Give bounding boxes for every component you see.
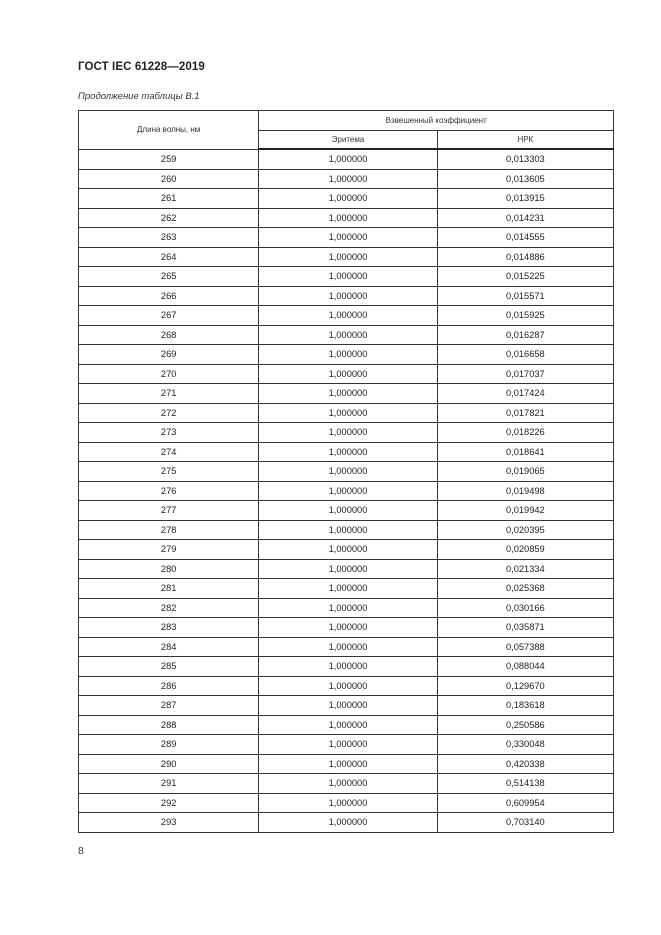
cell-wavelength: 280 [79,559,259,579]
cell-nrk: 0,016658 [437,345,613,365]
cell-nrk: 0,250586 [437,715,613,735]
cell-wavelength: 286 [79,676,259,696]
header-wavelength: Длина волны, нм [79,111,259,150]
table-row [79,306,614,326]
cell-wavelength: 274 [79,442,259,462]
cell-wavelength: 275 [79,462,259,482]
cell-wavelength: 270 [79,364,259,384]
cell-erythema: 1,000000 [259,579,437,599]
cell-wavelength: 264 [79,247,259,267]
cell-nrk: 0,030166 [437,598,613,618]
cell-wavelength: 272 [79,403,259,423]
cell-nrk: 0,018226 [437,423,613,443]
table-caption: Продолжение таблицы В.1 [78,91,200,102]
table-row [79,559,614,579]
table-row [79,793,614,813]
cell-nrk: 0,019065 [437,462,613,482]
cell-wavelength: 290 [79,754,259,774]
cell-wavelength: 261 [79,189,259,209]
table-row [79,228,614,248]
cell-erythema: 1,000000 [259,793,437,813]
cell-wavelength: 271 [79,384,259,404]
table-row [79,169,614,189]
cell-erythema: 1,000000 [259,306,437,326]
cell-wavelength: 285 [79,657,259,677]
cell-erythema: 1,000000 [259,208,437,228]
cell-nrk: 0,018641 [437,442,613,462]
page-number: 8 [78,845,84,857]
cell-erythema: 1,000000 [259,189,437,209]
cell-wavelength: 259 [79,149,259,169]
table-row [79,325,614,345]
header-weighted-coefficient: Взвешенный коэффициент [259,111,614,131]
table-row [79,267,614,287]
cell-wavelength: 277 [79,501,259,521]
cell-erythema: 1,000000 [259,501,437,521]
cell-wavelength: 288 [79,715,259,735]
cell-nrk: 0,088044 [437,657,613,677]
data-table [78,110,614,833]
table-row [79,676,614,696]
cell-wavelength: 268 [79,325,259,345]
cell-nrk: 0,017424 [437,384,613,404]
table-row [79,657,614,677]
cell-erythema: 1,000000 [259,325,437,345]
cell-erythema: 1,000000 [259,598,437,618]
cell-wavelength: 273 [79,423,259,443]
cell-wavelength: 262 [79,208,259,228]
table-body [79,149,614,832]
cell-wavelength: 287 [79,696,259,716]
table-row [79,579,614,599]
table-row [79,813,614,833]
header-erythema: Эритема [259,131,437,150]
cell-erythema: 1,000000 [259,442,437,462]
cell-erythema: 1,000000 [259,345,437,365]
cell-erythema: 1,000000 [259,267,437,287]
cell-nrk: 0,609954 [437,793,613,813]
cell-nrk: 0,025368 [437,579,613,599]
cell-nrk: 0,057388 [437,637,613,657]
cell-erythema: 1,000000 [259,735,437,755]
cell-erythema: 1,000000 [259,384,437,404]
cell-erythema: 1,000000 [259,540,437,560]
cell-wavelength: 279 [79,540,259,560]
cell-wavelength: 267 [79,306,259,326]
table-row [79,247,614,267]
cell-nrk: 0,035871 [437,618,613,638]
cell-nrk: 0,017821 [437,403,613,423]
cell-erythema: 1,000000 [259,618,437,638]
table-row [79,423,614,443]
cell-erythema: 1,000000 [259,637,437,657]
cell-erythema: 1,000000 [259,559,437,579]
cell-wavelength: 260 [79,169,259,189]
table-row [79,442,614,462]
cell-wavelength: 276 [79,481,259,501]
cell-wavelength: 281 [79,579,259,599]
table-row [79,540,614,560]
table-row [79,696,614,716]
cell-wavelength: 269 [79,345,259,365]
cell-nrk: 0,019942 [437,501,613,521]
cell-nrk: 0,013303 [437,149,613,169]
table-row [79,501,614,521]
table-row [79,520,614,540]
cell-nrk: 0,015925 [437,306,613,326]
cell-erythema: 1,000000 [259,754,437,774]
table-row [79,403,614,423]
cell-erythema: 1,000000 [259,228,437,248]
cell-wavelength: 283 [79,618,259,638]
cell-nrk: 0,014555 [437,228,613,248]
table-row [79,149,614,169]
cell-nrk: 0,015225 [437,267,613,287]
cell-nrk: 0,021334 [437,559,613,579]
header-nrk: НРК [437,131,613,150]
cell-nrk: 0,020395 [437,520,613,540]
table-row [79,715,614,735]
table-row [79,735,614,755]
table-row [79,774,614,794]
cell-wavelength: 291 [79,774,259,794]
cell-erythema: 1,000000 [259,364,437,384]
cell-wavelength: 289 [79,735,259,755]
table-row [79,598,614,618]
cell-nrk: 0,017037 [437,364,613,384]
table-row [79,754,614,774]
cell-erythema: 1,000000 [259,462,437,482]
cell-wavelength: 284 [79,637,259,657]
cell-erythema: 1,000000 [259,169,437,189]
cell-wavelength: 293 [79,813,259,833]
cell-erythema: 1,000000 [259,149,437,169]
cell-erythema: 1,000000 [259,696,437,716]
cell-erythema: 1,000000 [259,247,437,267]
cell-nrk: 0,013915 [437,189,613,209]
cell-nrk: 0,016287 [437,325,613,345]
cell-erythema: 1,000000 [259,520,437,540]
document-header: ГОСТ IEC 61228—2019 [78,61,205,73]
cell-wavelength: 263 [79,228,259,248]
cell-wavelength: 278 [79,520,259,540]
cell-nrk: 0,183618 [437,696,613,716]
table-row [79,364,614,384]
cell-nrk: 0,330048 [437,735,613,755]
cell-erythema: 1,000000 [259,774,437,794]
cell-nrk: 0,013605 [437,169,613,189]
cell-erythema: 1,000000 [259,403,437,423]
cell-erythema: 1,000000 [259,715,437,735]
table-row [79,462,614,482]
cell-wavelength: 292 [79,793,259,813]
cell-erythema: 1,000000 [259,423,437,443]
cell-nrk: 0,014886 [437,247,613,267]
cell-erythema: 1,000000 [259,657,437,677]
cell-erythema: 1,000000 [259,813,437,833]
cell-erythema: 1,000000 [259,481,437,501]
cell-nrk: 0,420338 [437,754,613,774]
cell-nrk: 0,019498 [437,481,613,501]
cell-erythema: 1,000000 [259,676,437,696]
cell-wavelength: 266 [79,286,259,306]
table-row [79,286,614,306]
table-row [79,189,614,209]
table-row [79,481,614,501]
cell-wavelength: 282 [79,598,259,618]
table-row [79,384,614,404]
cell-nrk: 0,514138 [437,774,613,794]
cell-nrk: 0,015571 [437,286,613,306]
table-row [79,618,614,638]
cell-erythema: 1,000000 [259,286,437,306]
table-row [79,637,614,657]
cell-nrk: 0,014231 [437,208,613,228]
cell-wavelength: 265 [79,267,259,287]
table-row [79,345,614,365]
table-row [79,208,614,228]
cell-nrk: 0,129670 [437,676,613,696]
cell-nrk: 0,020859 [437,540,613,560]
cell-nrk: 0,703140 [437,813,613,833]
